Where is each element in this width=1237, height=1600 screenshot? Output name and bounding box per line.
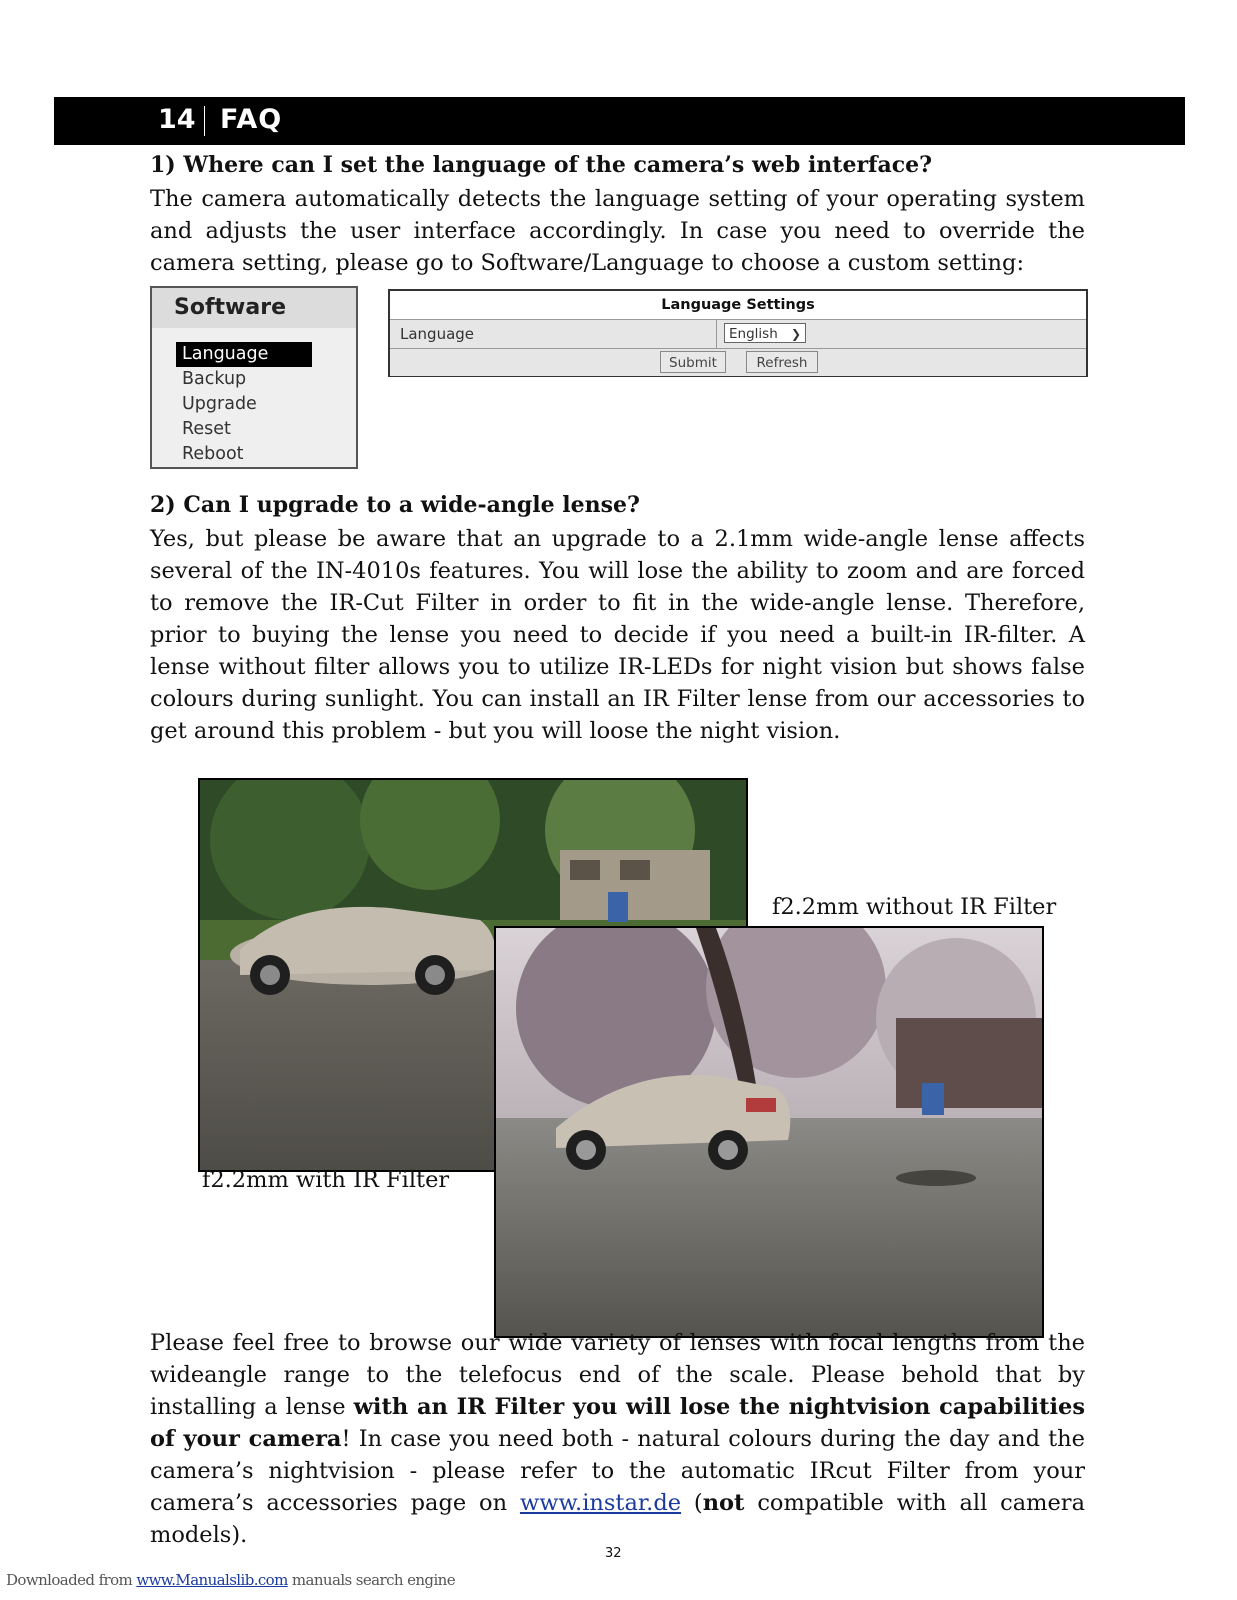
- menu-item-reset[interactable]: Reset: [182, 419, 231, 439]
- chapter-number: 14: [158, 104, 196, 135]
- question-1: 1) Where can I set the language of the camera’s web interface?: [150, 152, 933, 178]
- refresh-button[interactable]: Refresh: [746, 351, 818, 373]
- software-menu: [150, 286, 358, 469]
- menu-item-upgrade[interactable]: Upgrade: [182, 394, 257, 414]
- instar-link[interactable]: www.instar.de: [519, 1490, 682, 1516]
- answer-2: Yes, but please be aware that an upgrade to a 2.1mm wide-angle lense affects several of the IN-4010s features. You will lose the ability to zoom and are forced to remove the IR-Cut Filter in order to fit in the wide-angle lense. Therefore, prior to buying the lense you need to decide if you need a built-in IR-filter. A lense without filter allows you to utilize IR-LEDs for night vision but shows false colours during sunlight. You can install an IR Filter lense from our accessories to get around this problem - but you will loose the night vision.: [150, 526, 1085, 744]
- photo-without-ir-filter-image: [496, 928, 1042, 1336]
- closing-paragraph: [150, 1327, 1085, 1551]
- menu-item-backup[interactable]: Backup: [182, 369, 247, 389]
- footer-prefix: Downloaded from: [6, 1571, 137, 1589]
- closing-bold-2: not: [702, 1490, 745, 1516]
- closing-text-4: compatible with all camera models).: [150, 1490, 1085, 1548]
- software-menu-list: [152, 342, 356, 467]
- language-select[interactable]: [724, 323, 806, 343]
- language-settings-title: Language Settings: [390, 291, 1086, 320]
- language-label: Language: [400, 325, 475, 343]
- chapter-title: FAQ: [220, 104, 283, 135]
- question-2: 2) Can I upgrade to a wide-angle lense?: [150, 492, 640, 518]
- header-separator: [204, 106, 205, 136]
- chevron-down-icon: ❯: [790, 327, 801, 341]
- menu-item-reboot[interactable]: Reboot: [182, 444, 244, 464]
- software-menu-title: Software: [152, 288, 356, 328]
- submit-button[interactable]: Submit: [660, 351, 726, 373]
- closing-text-3: (: [681, 1490, 703, 1516]
- menu-item-language[interactable]: Language: [176, 342, 312, 367]
- page-number: 32: [605, 1546, 622, 1561]
- closing-text-1: Please feel free to browse our wide variety of lenses with focal lengths from the wideangle range to the telefocus end of the scale. Please behold that by installing a lense: [150, 1330, 1085, 1420]
- caption-with-ir-filter: f2.2mm with IR Filter: [202, 1167, 450, 1193]
- row-divider: [716, 320, 717, 348]
- closing-text-2: ! In case you need both - natural colours during the day and the camera’s nightvision - please refer to the automatic IRcut Filter from your camera’s accessories page on: [150, 1426, 1085, 1516]
- chapter-header: [54, 97, 1185, 145]
- footer: [6, 1571, 455, 1589]
- manualslib-link[interactable]: www.Manualslib.com: [136, 1571, 288, 1589]
- closing-bold-1: with an IR Filter you will lose the nightvision capabilities of your camera: [150, 1394, 1085, 1452]
- button-row: [390, 349, 1086, 376]
- footer-suffix: manuals search engine: [287, 1571, 455, 1589]
- answer-1: The camera automatically detects the language setting of your operating system and adjusts the user interface accordingly. In case you need to override the camera setting, please go to Software/Language to choose a custom setting:: [150, 186, 1085, 276]
- language-row: [390, 320, 1086, 349]
- language-select-value: English: [729, 326, 778, 342]
- caption-without-ir-filter: f2.2mm without IR Filter: [772, 894, 1057, 920]
- language-settings-panel: [388, 289, 1088, 377]
- photo-without-ir-filter: [494, 926, 1044, 1338]
